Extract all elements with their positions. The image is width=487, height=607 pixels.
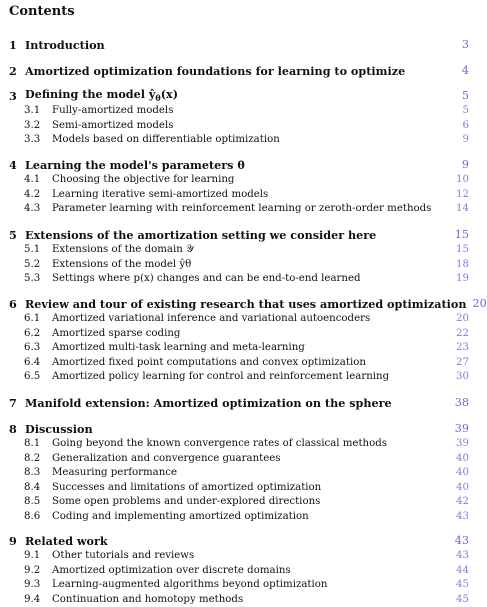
subsection-title: Generalization and convergence guarantees <box>52 452 281 464</box>
subsection-number: 4.3 <box>24 203 41 214</box>
toc-subsection-5.2[interactable] <box>24 258 469 272</box>
subsection-number: 9.3 <box>24 579 41 590</box>
subsection-number: 4.1 <box>24 174 41 185</box>
subsection-page-number[interactable]: 22 <box>456 327 469 339</box>
subsection-title: Learning-augmented algorithms beyond optimization <box>52 579 328 590</box>
subsection-title: Extensions of the domain 𝒴 <box>52 244 195 255</box>
subsection-page-number[interactable]: 6 <box>462 119 469 131</box>
section-number: 4 <box>9 158 17 172</box>
section-page-number[interactable]: 3 <box>461 38 469 51</box>
toc-section-4[interactable] <box>9 157 469 173</box>
subsection-page-number[interactable]: 43 <box>456 510 469 522</box>
toc-subsection-6.4[interactable] <box>24 356 469 370</box>
subsection-number: 3.2 <box>24 119 41 131</box>
subsection-number: 6.3 <box>24 342 41 353</box>
toc-section-9[interactable] <box>9 533 469 549</box>
toc-subsection-5.1[interactable] <box>24 243 469 257</box>
section-number: 3 <box>9 89 17 103</box>
subsection-title: Continuation and homotopy methods <box>52 593 244 605</box>
toc-subsection-9.4[interactable] <box>24 593 469 607</box>
subsection-title: Fully-amortized models <box>52 105 174 116</box>
toc-section-6[interactable] <box>9 296 487 312</box>
section-page-number[interactable]: 39 <box>454 422 469 435</box>
toc-subsection-8.5[interactable] <box>24 495 469 509</box>
subsection-number: 9.4 <box>24 593 41 605</box>
subsection-page-number[interactable]: 45 <box>456 579 469 590</box>
toc-subsection-8.2[interactable] <box>24 452 469 466</box>
subsection-title: Parameter learning with reinforcement learning or zeroth-order methods <box>52 203 432 214</box>
subsection-page-number[interactable]: 30 <box>456 371 469 382</box>
toc-subsection-8.4[interactable] <box>24 481 469 495</box>
section-number: 7 <box>9 396 17 410</box>
subsection-page-number[interactable]: 39 <box>456 438 469 449</box>
section-title: Manifold extension: Amortized optimization on the sphere <box>25 396 392 410</box>
subsection-title: Successes and limitations of amortized optimization <box>52 481 322 493</box>
toc-section-2[interactable] <box>9 63 469 79</box>
subsection-page-number[interactable]: 40 <box>456 467 469 478</box>
subsection-title: Amortized multi-task learning and meta-learning <box>52 342 305 353</box>
section-page-number[interactable]: 38 <box>454 396 469 409</box>
toc-subsection-6.1[interactable] <box>24 312 469 326</box>
subsection-page-number[interactable]: 18 <box>456 258 469 270</box>
toc-subsection-8.3[interactable] <box>24 466 469 480</box>
subsection-number: 6.5 <box>24 371 41 382</box>
subsection-page-number[interactable]: 43 <box>456 550 469 561</box>
subsection-title: Amortized variational inference and variational autoencoders <box>52 313 371 324</box>
subsection-page-number[interactable]: 45 <box>456 593 469 605</box>
section-page-number[interactable]: 20 <box>472 297 487 310</box>
toc-subsection-4.1[interactable] <box>24 173 469 187</box>
subsection-page-number[interactable]: 20 <box>456 313 469 324</box>
section-title: Defining the model $ŷ_\theta(x)$ <box>25 86 178 104</box>
toc-section-5[interactable] <box>9 227 469 243</box>
section-number: 6 <box>9 297 17 311</box>
subsection-title: Amortized fixed point computations and convex optimization <box>52 356 366 368</box>
toc-subsection-3.1[interactable] <box>24 104 469 118</box>
toc-subsection-6.5[interactable] <box>24 370 469 384</box>
toc-subsection-6.2[interactable] <box>24 327 469 341</box>
subsection-page-number[interactable]: 40 <box>456 452 469 464</box>
subsection-number: 8.5 <box>24 496 41 507</box>
toc-subsection-9.1[interactable] <box>24 549 469 563</box>
subsection-page-number[interactable]: 10 <box>456 174 469 185</box>
toc-section-8[interactable] <box>9 421 469 437</box>
subsection-page-number[interactable]: 40 <box>456 481 469 493</box>
subsection-number: 8.6 <box>24 510 41 522</box>
subsection-number: 3.1 <box>24 105 41 116</box>
section-number: 9 <box>9 534 17 548</box>
subsection-page-number[interactable]: 9 <box>462 134 469 145</box>
toc-subsection-4.2[interactable] <box>24 188 469 202</box>
toc-subsection-6.3[interactable] <box>24 341 469 355</box>
subsection-title: Choosing the objective for learning <box>52 174 235 185</box>
section-title: Extensions of the amortization setting we consider here <box>25 228 377 242</box>
subsection-number: 9.1 <box>24 550 41 561</box>
section-number: 1 <box>9 38 17 52</box>
toc-subsection-9.2[interactable] <box>24 564 469 578</box>
subsection-title: Semi-amortized models <box>52 119 174 131</box>
subsection-page-number[interactable]: 23 <box>456 342 469 353</box>
subsection-page-number[interactable]: 5 <box>462 105 469 116</box>
section-title: Discussion <box>25 422 93 436</box>
subsection-page-number[interactable]: 42 <box>456 496 469 507</box>
subsection-number: 8.1 <box>24 438 41 449</box>
subsection-page-number[interactable]: 15 <box>456 244 469 255</box>
subsection-page-number[interactable]: 44 <box>456 564 469 576</box>
subsection-number: 4.2 <box>24 188 41 200</box>
subsection-title: Measuring performance <box>52 467 177 478</box>
subsection-page-number[interactable]: 27 <box>456 356 469 368</box>
subsection-title: Learning iterative semi-amortized models <box>52 188 269 200</box>
toc-section-1[interactable] <box>9 37 469 53</box>
toc-subsection-4.3[interactable] <box>24 202 469 216</box>
toc-section-3[interactable] <box>9 88 469 104</box>
subsection-page-number[interactable]: 14 <box>456 203 469 214</box>
section-page-number[interactable]: 9 <box>461 158 469 171</box>
section-title: Introduction <box>25 38 105 52</box>
subsection-number: 9.2 <box>24 564 41 576</box>
subsection-title: Other tutorials and reviews <box>52 550 195 561</box>
toc-subsection-3.2[interactable] <box>24 119 469 133</box>
subsection-title: Extensions of the model ŷθ <box>52 258 192 270</box>
toc-subsection-8.1[interactable] <box>24 437 469 451</box>
subsection-number: 3.3 <box>24 134 41 145</box>
section-page-number[interactable]: 15 <box>454 228 469 241</box>
subsection-number: 6.1 <box>24 313 41 324</box>
subsection-number: 8.3 <box>24 467 41 478</box>
section-number: 2 <box>9 64 17 78</box>
subsection-title: Going beyond the known convergence rates of classical methods <box>52 438 387 449</box>
section-title: Learning the model's parameters θ <box>25 158 245 172</box>
toc-subsection-5.3[interactable] <box>24 272 469 286</box>
section-title: Review and tour of existing research that uses amortized optimization <box>25 297 467 311</box>
subsection-number: 8.4 <box>24 481 41 493</box>
subsection-number: 6.2 <box>24 327 41 339</box>
subsection-title: Coding and implementing amortized optimization <box>52 510 309 522</box>
section-page-number[interactable]: 4 <box>461 64 469 77</box>
section-number: 8 <box>9 422 17 436</box>
subsection-number: 5.1 <box>24 244 41 255</box>
subsection-page-number[interactable]: 12 <box>456 188 469 200</box>
section-page-number[interactable]: 43 <box>454 534 469 547</box>
toc-subsection-3.3[interactable] <box>24 133 469 147</box>
contents-heading: Contents <box>9 4 75 19</box>
subsection-number: 5.2 <box>24 258 41 270</box>
toc-section-7[interactable] <box>9 395 469 411</box>
subsection-number: 5.3 <box>24 273 41 284</box>
section-title: Related work <box>25 534 108 548</box>
subsection-number: 6.4 <box>24 356 41 368</box>
subsection-title: Some open problems and under-explored directions <box>52 496 321 507</box>
toc-subsection-9.3[interactable] <box>24 578 469 592</box>
toc-subsection-8.6[interactable] <box>24 510 469 524</box>
subsection-number: 8.2 <box>24 452 41 464</box>
section-title: Amortized optimization foundations for learning to optimize <box>25 64 406 78</box>
subsection-title: Amortized sparse coding <box>52 327 181 339</box>
subsection-title: Models based on differentiable optimization <box>52 134 280 145</box>
section-page-number[interactable]: 5 <box>461 89 469 102</box>
subsection-title: Amortized policy learning for control and reinforcement learning <box>52 371 390 382</box>
section-number: 5 <box>9 228 17 242</box>
subsection-title: Amortized optimization over discrete domains <box>52 564 291 576</box>
subsection-page-number[interactable]: 19 <box>456 273 469 284</box>
subsection-title: Settings where p(x) changes and can be end-to-end learned <box>52 273 361 284</box>
